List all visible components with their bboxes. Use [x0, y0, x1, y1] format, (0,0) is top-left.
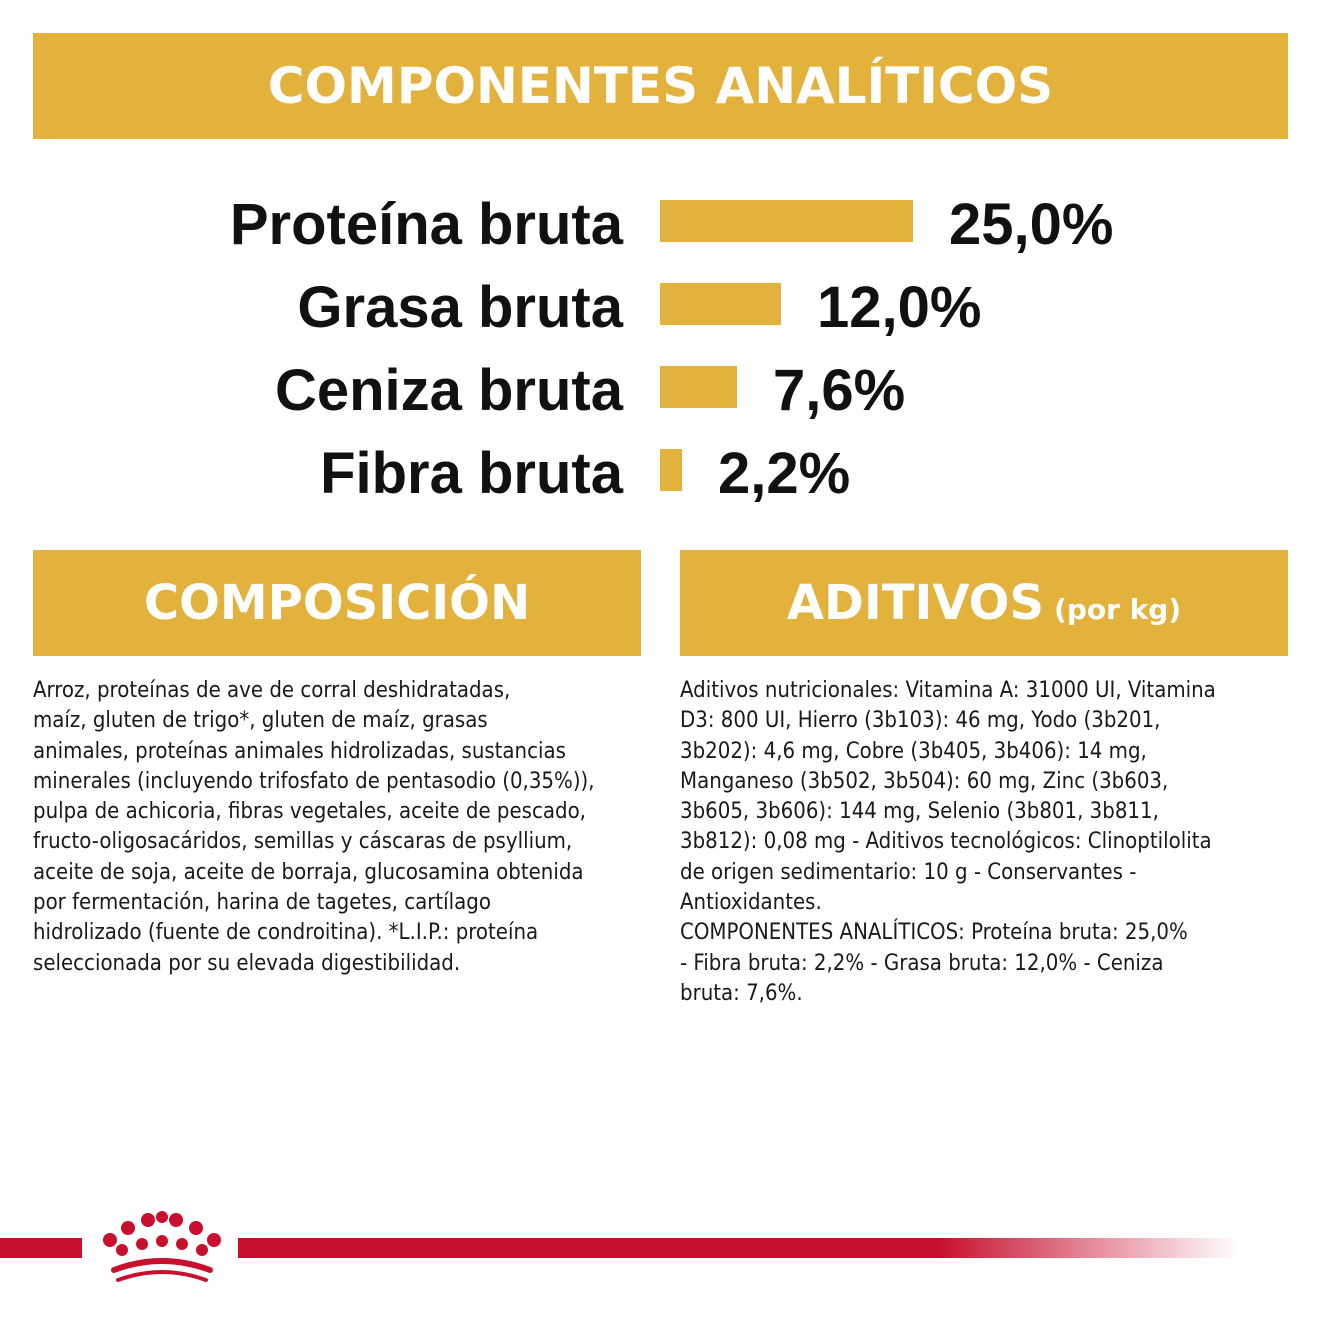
additives-subtitle: (por kg)	[1054, 592, 1182, 626]
row-value: 12,0%	[817, 275, 982, 340]
additives-text: Aditivos nutricionales: Vitamina A: 31000 UI, Vitamina D3: 800 UI, Hierro (3b103): 46 mg, Yodo (3b201, 3b202): 4,6 mg, Cobre (3b405, 3b406): 14 mg, Manganeso (3b502, 3b504): 60 mg, Zinc (3b603, 3b605, 3b606): 144 mg, Selenio (3b801, 3b811, 3b812): 0,08 mg - Aditivos tecnológicos: Clinoptilolita de origen sedimentario: 10 g - Conservantes - Antioxidantes. COMPONENTES ANALÍTICOS: Proteína bruta: 25,0% - Fibra bruta: 2,2% - Grasa bruta: 12,0% - Ceniza bruta: 7,6%.	[680, 678, 1216, 1006]
crown-icon	[92, 1208, 232, 1288]
row-label: Ceniza bruta	[274, 358, 623, 423]
row-value: 25,0%	[949, 192, 1114, 257]
row-bar	[660, 283, 781, 325]
analytics-title: COMPONENTES ANALÍTICOS	[267, 57, 1054, 115]
row-value: 2,2%	[718, 441, 851, 506]
additives-title: ADITIVOS	[786, 575, 1045, 631]
row-label: Fibra bruta	[320, 441, 623, 506]
row-bar	[660, 200, 913, 242]
composition-title: COMPOSICIÓN	[143, 575, 531, 631]
additives-banner	[680, 550, 1288, 656]
row-label: Grasa bruta	[297, 275, 623, 340]
analytics-banner	[33, 33, 1288, 139]
row-label: Proteína bruta	[229, 192, 623, 257]
footer-stripe-left	[0, 1238, 82, 1258]
footer-stripe-right	[238, 1238, 1238, 1258]
composition-text: Arroz, proteínas de ave de corral deshidratadas, maíz, gluten de trigo*, gluten de maíz, grasas animales, proteínas animales hidrolizadas, sustancias minerales (incluyendo trifosfato de pentasodio (0,35%)), pulpa de achicoria, fibras vegetales, aceite de pescado, fructo-oligosacáridos, semillas y cáscaras de psyllium, aceite de soja, aceite de borraja, glucosamina obtenida por fermentación, harina de tagetes, cartílago hidrolizado (fuente de condroitina). *L.I.P.: proteína seleccionada por su elevada digestibilidad.	[33, 678, 595, 976]
row-bar	[660, 366, 737, 408]
composition-banner	[33, 550, 641, 656]
row-value: 7,6%	[773, 358, 906, 423]
row-bar	[660, 449, 682, 491]
